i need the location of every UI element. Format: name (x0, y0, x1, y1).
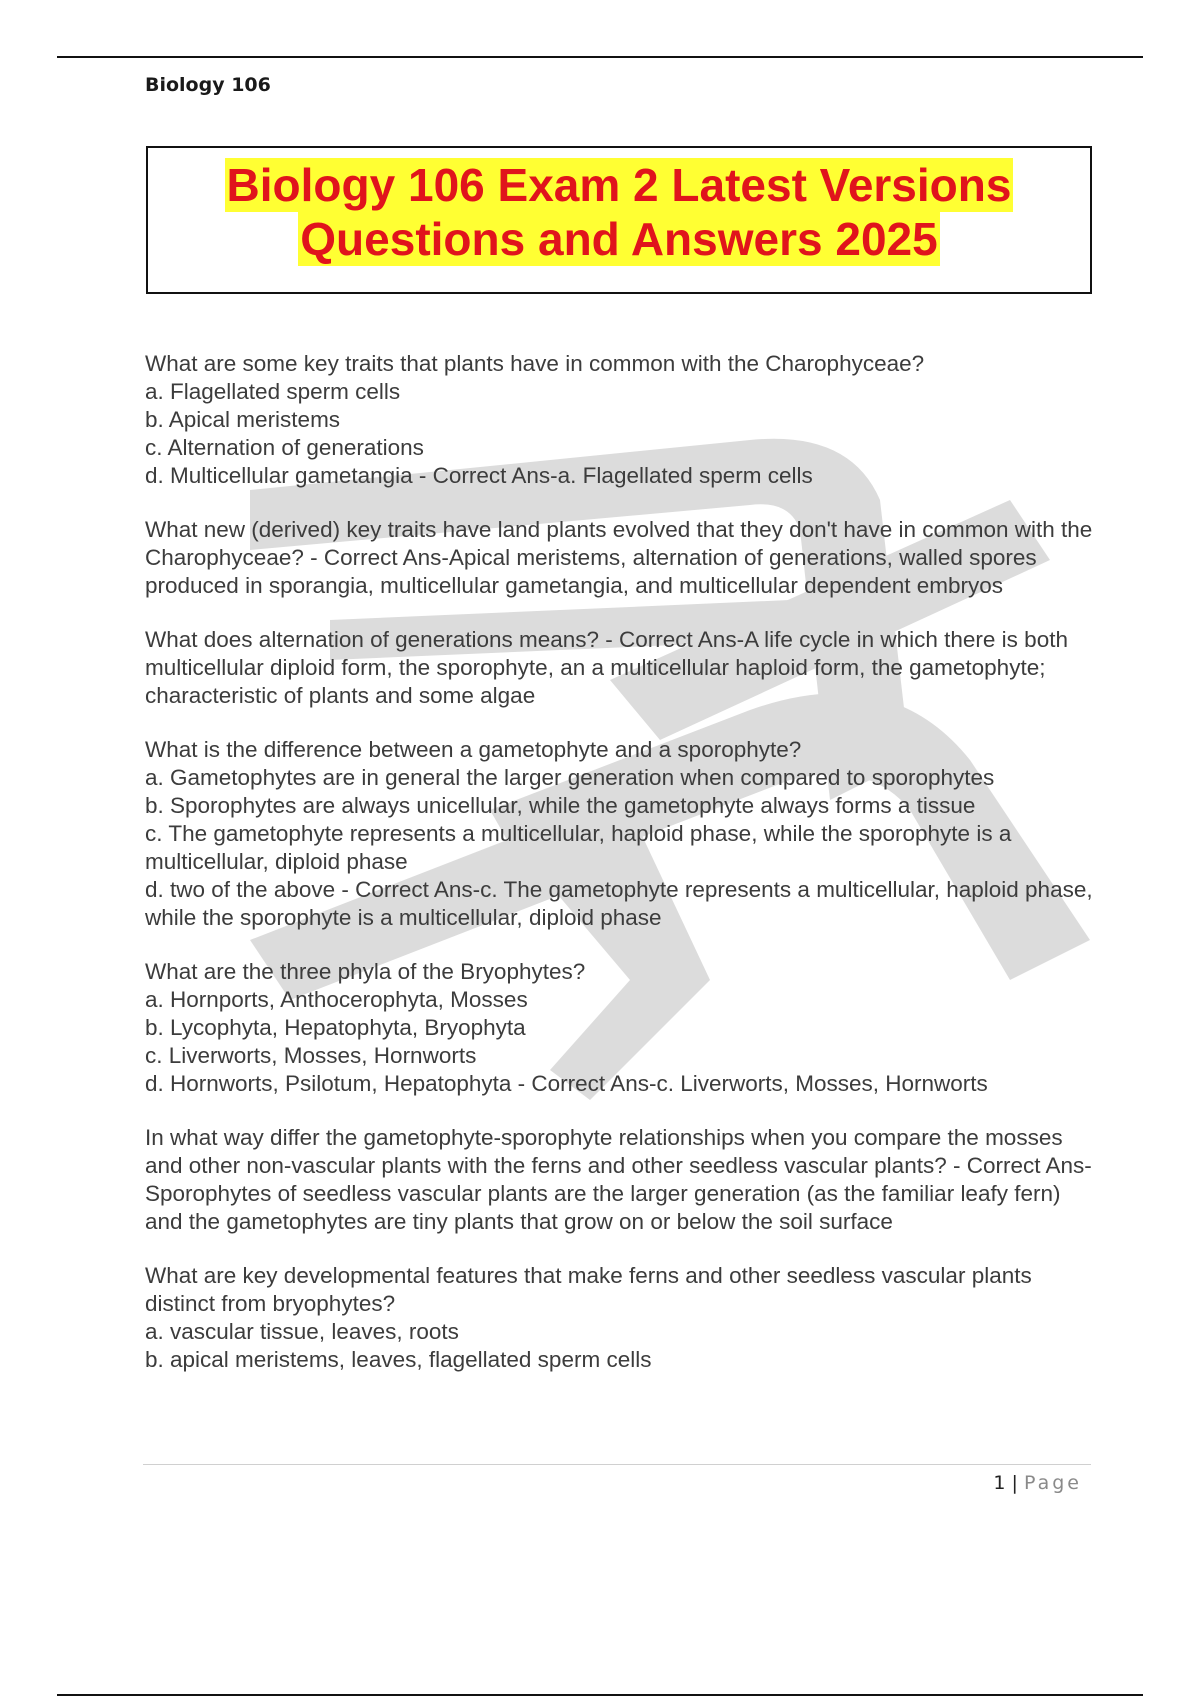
qa-7-option-a: a. vascular tissue, leaves, roots (145, 1319, 459, 1344)
qa-7-question: What are key developmental features that make ferns and other seedless vascular plants distinct from bryophytes? (145, 1263, 1032, 1316)
qa-4-option-a: a. Gametophytes are in general the larger generation when compared to sporophytes (145, 765, 995, 790)
qa-3-question-answer: What does alternation of generations means? - Correct Ans-A life cycle in which there is both multicellular diploid form, the sporophyte, an a multicellular haploid form, the gametophyte; characteristic of plants and some algae (145, 627, 1068, 708)
page-number (993, 1472, 1082, 1494)
qa-4-option-d-answer: d. two of the above - Correct Ans-c. The gametophyte represents a multicellular, haploid phase, while the sporophyte is a multicellular, diploid phase (145, 877, 1093, 930)
qa-5-option-c: c. Liverworts, Mosses, Hornworts (145, 1043, 477, 1068)
qa-content (145, 350, 1095, 1400)
qa-1-option-d-answer: d. Multicellular gametangia - Correct Ans-a. Flagellated sperm cells (145, 463, 813, 488)
qa-block-7 (145, 1262, 1095, 1374)
qa-1-question: What are some key traits that plants have in common with the Charophyceae? (145, 351, 925, 376)
qa-2-question-answer: What new (derived) key traits have land plants evolved that they don't have in common with the Charophyceae? - Correct Ans-Apical meristems, alternation of generations, walled spores produced in sporangia, multicellular gametangia, and multicellular dependent embryos (145, 517, 1093, 598)
running-header: Biology 106 (145, 74, 271, 96)
title-line-1: Biology 106 Exam 2 Latest Versions (226, 159, 1012, 211)
qa-block-5 (145, 958, 1095, 1098)
page-number-value: 1 (993, 1472, 1006, 1494)
qa-5-option-d-answer: d. Hornworts, Psilotum, Hepatophyta - Correct Ans-c. Liverworts, Mosses, Hornworts (145, 1071, 988, 1096)
qa-5-option-b: b. Lycophyta, Hepatophyta, Bryophyta (145, 1015, 526, 1040)
qa-4-option-c: c. The gametophyte represents a multicellular, haploid phase, while the sporophyte is a multicellular, diploid phase (145, 821, 1012, 874)
qa-5-question: What are the three phyla of the Bryophytes? (145, 959, 586, 984)
qa-4-option-b: b. Sporophytes are always unicellular, while the gametophyte always forms a tissue (145, 793, 976, 818)
qa-block-3 (145, 626, 1095, 710)
qa-1-option-b: b. Apical meristems (145, 407, 341, 432)
qa-block-4 (145, 736, 1095, 932)
qa-5-option-a: a. Hornports, Anthocerophyta, Mosses (145, 987, 528, 1012)
qa-block-1 (145, 350, 1095, 490)
bottom-rule (57, 1694, 1143, 1696)
title-line-2: Questions and Answers 2025 (300, 213, 938, 265)
footer-rule (143, 1464, 1091, 1465)
qa-1-option-a: a. Flagellated sperm cells (145, 379, 401, 404)
top-rule (57, 56, 1143, 58)
qa-block-6 (145, 1124, 1095, 1236)
page-number-separator: | (1011, 1472, 1018, 1494)
title-box (146, 146, 1092, 294)
qa-6-question-answer: In what way differ the gametophyte-sporophyte relationships when you compare the mosses and other non-vascular plants with the ferns and other seedless vascular plants? - Correct Ans-Sporophytes of seedless vascular plants are the larger generation (as the familiar leafy fern) and the gametophytes are tiny plants that grow on or below the soil surface (145, 1125, 1092, 1234)
qa-4-question: What is the difference between a gametophyte and a sporophyte? (145, 737, 802, 762)
qa-block-2 (145, 516, 1095, 600)
qa-7-option-b: b. apical meristems, leaves, flagellated sperm cells (145, 1347, 652, 1372)
qa-1-option-c: c. Alternation of generations (145, 435, 424, 460)
page-word: Page (1024, 1472, 1082, 1494)
